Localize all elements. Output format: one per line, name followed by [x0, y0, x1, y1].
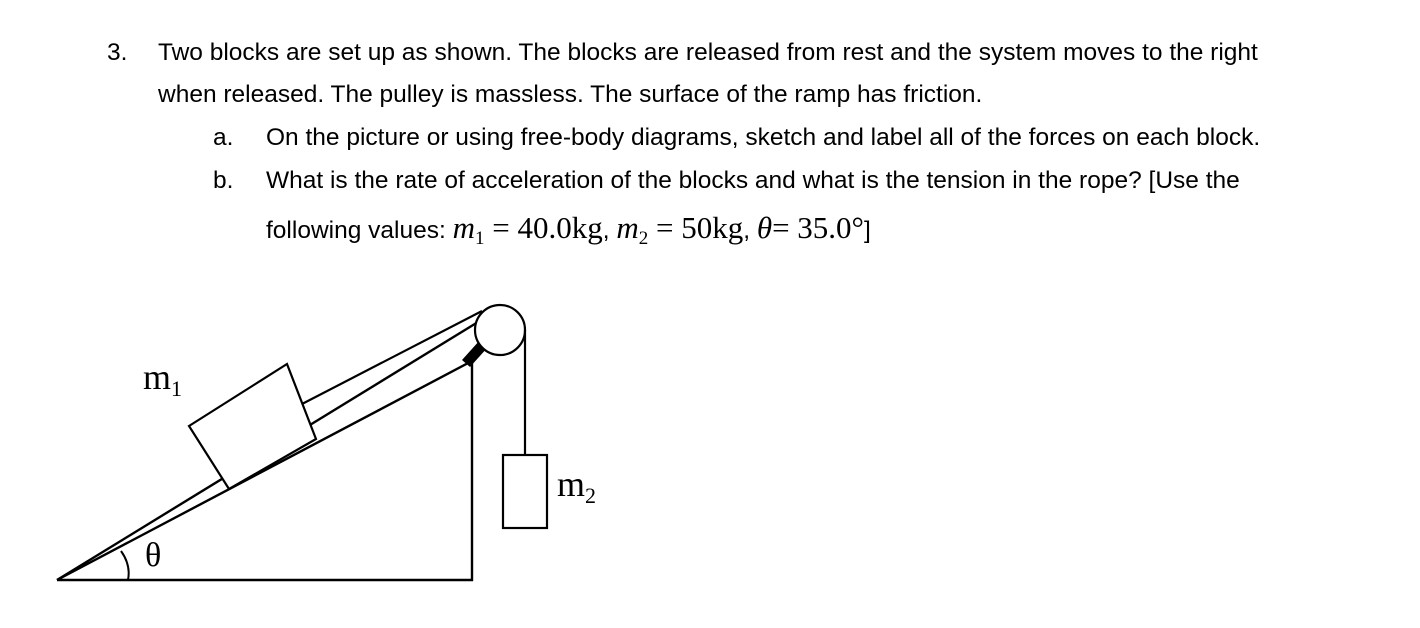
theta-symbol: θ [756, 210, 773, 245]
problem-number: 3. [107, 39, 128, 66]
m2-symbol: m [616, 210, 639, 245]
pulley-wheel [475, 305, 525, 355]
block-m1 [189, 364, 316, 489]
closing-bracket: ] [863, 217, 871, 244]
theta-value: = 35.0° [772, 210, 864, 245]
problem-intro-line-2: when released. The pulley is massless. The surface of the ramp has friction. [158, 81, 983, 108]
separator-1: , [602, 217, 610, 244]
part-a-text: On the picture or using free-body diagrams, sketch and label all of the forces on each block. [266, 124, 1261, 151]
problem-intro-line-1: Two blocks are set up as shown. The blocks are released from rest and the system moves to the right [158, 39, 1258, 66]
part-b-letter: b. [213, 167, 234, 194]
block-m2 [503, 455, 547, 528]
m2-value: = 50kg [655, 210, 744, 245]
angle-arc [121, 551, 129, 580]
m1-diagram-subscript: 1 [171, 376, 183, 401]
part-a-letter: a. [213, 124, 234, 151]
m2-subscript: 2 [638, 228, 649, 249]
separator-2: , [743, 217, 751, 244]
m1-symbol: m [452, 210, 475, 245]
m2-diagram-label: m2 [557, 464, 597, 508]
part-b-text: What is the rate of acceleration of the blocks and what is the tension in the rope? [Use the [266, 167, 1240, 194]
m2-diagram-subscript: 2 [585, 483, 597, 508]
m1-diagram-label: m1 [143, 357, 183, 401]
m1-value: = 40.0kg [492, 210, 603, 245]
rope-incline-segment [302, 311, 482, 404]
values-prefix: following values: [266, 217, 446, 244]
m1-subscript: 1 [474, 228, 485, 249]
angle-theta-label: θ [145, 537, 162, 574]
